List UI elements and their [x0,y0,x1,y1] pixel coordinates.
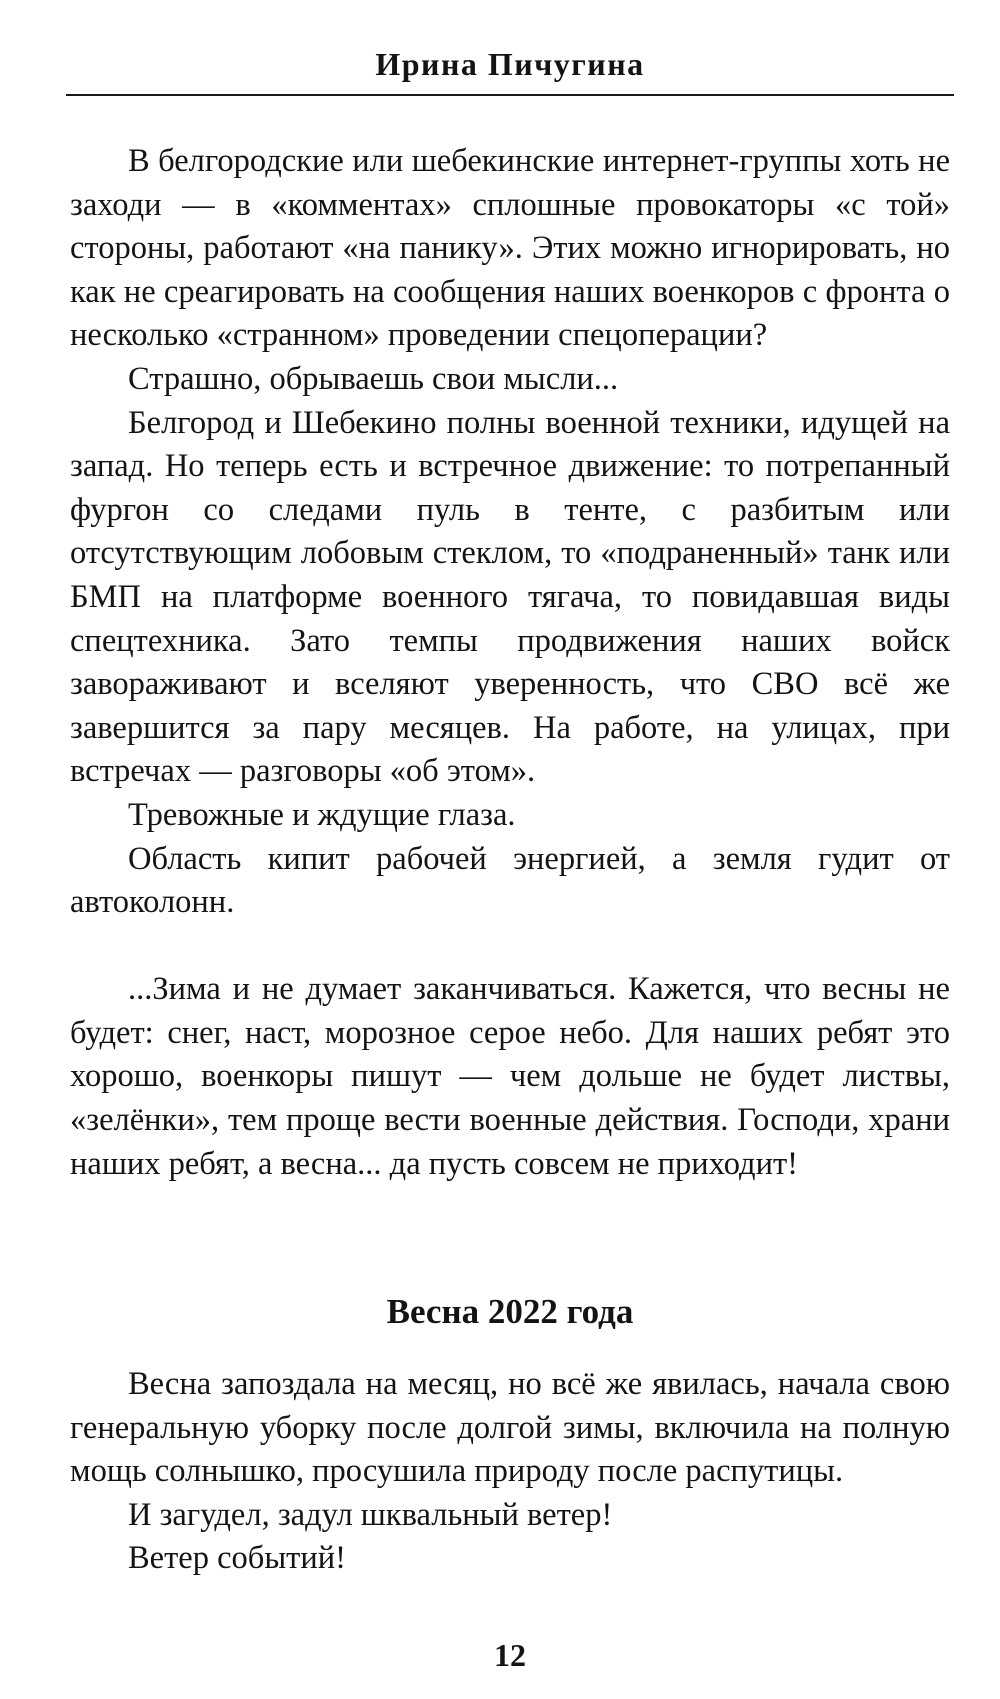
paragraph: Тревожные и ждущие глаза. [128,796,516,833]
paragraph: В белгородские или шебекинские интернет-группы хоть не заходи — в «комментах» сплошные провокаторы «с той» стороны, работают «на панику». Этих можно игнорировать, но как не среагировать на сообщения наших военкоров с фронта о несколько «странном» проведении спецоперации? [70,143,950,354]
paragraph: И загудел, задул шквальный ветер! [128,1496,613,1533]
running-header-author: Ирина Пичугина [375,46,645,82]
header-rule [66,94,954,96]
section-heading: Весна 2022 года [386,1292,634,1331]
paragraph: Страшно, обрываешь свои мысли... [128,360,619,397]
main-text-block [70,140,950,1186]
page-number: 12 [494,1637,526,1673]
paragraph: Белгород и Шебекино полны военной техники, идущей на запад. Но теперь есть и встречное движение: то потрепанный фургон со следами пуль в тенте, с разбитым или отсутствующим лобовым стеклом, то «подраненный» танк или БМП на платформе военного тягача, то повидавшая виды спецтехника. Зато темпы продвижения наших войск завораживают и вселяют уверенность, что СВО всё же завершится за пару месяцев. На работе, на улицах, при встречах — разговоры «об этом». [70,404,950,790]
paragraph: Область кипит рабочей энергией, а земля гудит от автоколонн. [70,840,950,921]
paragraph: Весна запоздала на месяц, но всё же явилась, начала свою генеральную уборку после долгой зимы, включила на полную мощь солнышко, просушила природу после распутицы. [70,1366,950,1490]
section-break [70,925,950,969]
section-text-block [70,1363,950,1581]
paragraph: ...Зима и не думает заканчиваться. Кажется, что весны не будет: снег, наст, морозное серое небо. Для наших ребят это хорошо, военкоры пишут — чем дольше не будет листвы, «зелёнки», тем проще вести военные действия. Господи, храни наших ребят, а весна... да пусть совсем не приходит! [70,971,950,1182]
paragraph: Ветер событий! [128,1540,346,1577]
